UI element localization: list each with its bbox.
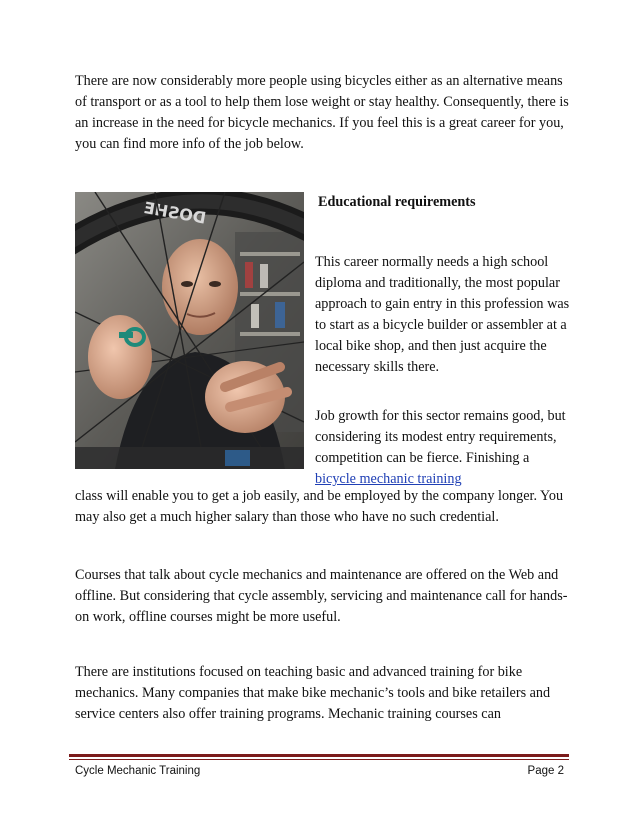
mechanic-photo	[75, 192, 304, 469]
footer-title: Cycle Mechanic Training	[75, 765, 201, 777]
job-growth-text: Job growth for this sector remains good, but considering its modest entry requirements, competition can be fierce. Finishing a	[315, 408, 566, 466]
job-growth-paragraph	[315, 406, 570, 490]
courses-paragraph: Courses that talk about cycle mechanics and maintenance are offered on the Web and offline. But considering that cycle assembly, servicing and maintenance call for hands-on work, offline courses might be more useful.	[75, 567, 568, 625]
footer-rule-thick	[69, 754, 569, 757]
page-footer	[75, 765, 564, 777]
mechanic-photo-illustration	[75, 192, 304, 469]
institutions-paragraph: There are institutions focused on teaching basic and advanced training for bike mechanics. Many companies that make bike mechanic’s tools and bike retailers and service centers also offer training programs. Mechanic training courses can	[75, 664, 551, 722]
bicycle-mechanic-training-link[interactable]: bicycle mechanic training	[315, 471, 462, 487]
credential-paragraph: class will enable you to get a job easily, and be employed by the company longer. You may also get a much higher salary than those who have no such credential.	[75, 488, 564, 525]
footer-rule-thin	[69, 759, 569, 760]
rim-lettering: DOSHE	[142, 198, 208, 228]
page-number: Page 2	[527, 765, 564, 777]
intro-paragraph: There are now considerably more people using bicycles either as an alternative means of transport or as a tool to help them lose weight or stay healthy. Consequently, there is an increase in the need for bicycle mechanics. If you feel this is a great career for you, you can find more info of the job below.	[75, 73, 569, 152]
section-heading: Educational requirements	[318, 194, 476, 210]
education-paragraph: This career normally needs a high school diploma and traditionally, the most popular approach to gain entry in this profession was to start as a bicycle builder or assembler at a local bike shop, and then just acquire the necessary skills there.	[315, 254, 570, 375]
